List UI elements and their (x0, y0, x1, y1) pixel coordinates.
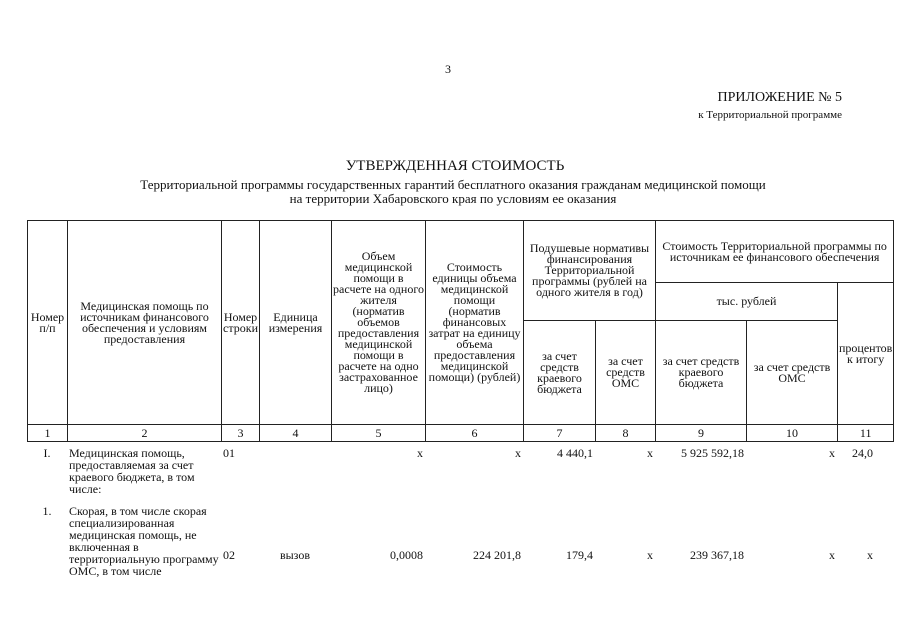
row-budget-total: 5 925 592,18 (681, 446, 744, 460)
column-number: 2 (68, 425, 222, 442)
header-oms-percapita: за счет средств ОМС (596, 321, 656, 425)
row-budget-percapita: 4 440,1 (557, 446, 593, 460)
cost-table-header (27, 220, 894, 442)
row-volume: x (417, 446, 423, 460)
table-row (27, 505, 875, 605)
column-number: 7 (524, 425, 596, 442)
column-number: 1 (28, 425, 68, 442)
row-volume: 0,0008 (390, 548, 423, 562)
appendix-title: ПРИЛОЖЕНИЕ № 5 (717, 90, 842, 105)
row-oms-total: x (829, 548, 835, 562)
column-number: 4 (260, 425, 332, 442)
row-unit (259, 447, 331, 505)
row-name: Медицинская помощь, предоставляемая за счет краевого бюджета, в том числе: (69, 446, 195, 496)
document-title: УТВЕРЖДЕННАЯ СТОИМОСТЬ (345, 158, 565, 174)
row-percent: x (867, 548, 873, 562)
row-unit: вызов (279, 548, 311, 562)
subtitle-line-1: Территориальной программы государственных гарантий бесплатного оказания гражданам медицинской помощи (140, 177, 766, 192)
column-number: 11 (838, 425, 894, 442)
header-total: Стоимость Территориальной программы по источникам ее финансового обеспечения (656, 221, 894, 283)
header-percapita: Подушевые нормативы финансирования Территориальной программы (рублей на одного жителя в год) (524, 221, 656, 321)
header-unit: Единица измерения (260, 221, 332, 425)
row-oms-percapita: x (647, 548, 653, 562)
row-oms-total: x (829, 446, 835, 460)
column-number: 8 (596, 425, 656, 442)
column-number: 3 (222, 425, 260, 442)
row-percent: 24,0 (852, 446, 873, 460)
header-oms-total: за счет средств ОМС (747, 321, 838, 425)
header-num: Номер п/п (28, 221, 68, 425)
header-percent: процентов к итогу (838, 283, 894, 425)
document-subtitle (40, 178, 866, 206)
column-number: 6 (426, 425, 524, 442)
column-numbers-row (28, 425, 894, 442)
column-number: 5 (332, 425, 426, 442)
row-num: I. (43, 446, 51, 460)
cost-table-body (27, 447, 875, 605)
appendix-subtitle: к Территориальной программе (698, 109, 842, 121)
row-oms-percapita: x (647, 446, 653, 460)
header-row: Номер строки (222, 221, 260, 425)
page-number: 3 (445, 62, 451, 76)
row-cost: x (515, 446, 521, 460)
header-cost: Стоимость единицы объема медицинской помощи (норматив финансовых затрат на единицу объема предоставления медицинской помощи) (рублей) (426, 221, 524, 425)
header-care: Медицинская помощь по источникам финансового обеспечения и условиям предоставления (68, 221, 222, 425)
row-line-number: 02 (223, 548, 235, 562)
subtitle-line-2: на территории Хабаровского края по условиям ее оказания (289, 191, 617, 206)
header-thousand-rubles: тыс. рублей (656, 283, 838, 321)
column-number: 10 (747, 425, 838, 442)
row-name: Скорая, в том числе скорая специализированная медицинская помощь, не включенная в территориальную программу ОМС, в том числе (69, 504, 219, 578)
header-budget-total: за счет средств краевого бюджета (656, 321, 747, 425)
row-line-number: 01 (223, 446, 235, 460)
column-number: 9 (656, 425, 747, 442)
header-volume: Объем медицинской помощи в расчете на одного жителя (норматив объемов предоставления медицинской помощи в расчете на одно застрахованное лицо) (332, 221, 426, 425)
row-budget-total: 239 367,18 (690, 548, 744, 562)
header-budget-percapita: за счет средств краевого бюджета (524, 321, 596, 425)
row-num: 1. (42, 504, 52, 518)
row-budget-percapita: 179,4 (566, 548, 593, 562)
row-cost: 224 201,8 (473, 548, 521, 562)
table-row (27, 447, 875, 505)
appendix-block (640, 90, 842, 122)
